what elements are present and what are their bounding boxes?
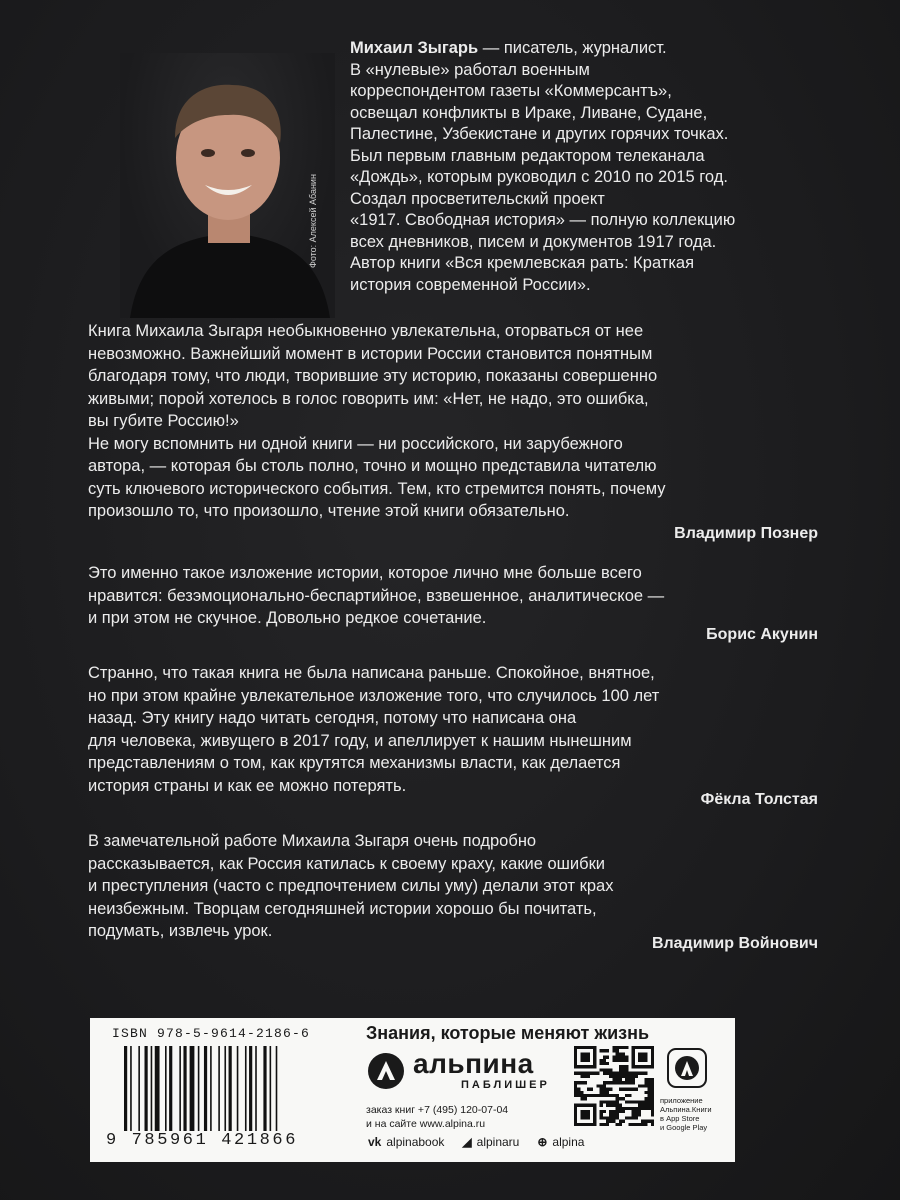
quote-line: история страны и как ее можно потерять.: [88, 776, 407, 795]
bio-line: корреспондентом газеты «Коммерсантъ»,: [350, 82, 672, 100]
social-link-vk[interactable]: [368, 1135, 444, 1149]
bio-line: «Дождь», которым руководил с 2010 по 2015 год.: [350, 168, 728, 186]
quote-line: подумать, извлечь урок.: [88, 922, 273, 940]
review-quote: [88, 662, 818, 808]
quote-line: живыми; порой хотелось в голос говорить им: «Нет, не надо, это ошибка,: [88, 389, 649, 408]
app-line: приложение Альпина.Книги: [660, 1096, 712, 1114]
app-line: в App Store: [660, 1114, 700, 1123]
plus-icon: ⊕: [537, 1135, 548, 1149]
author-block: [120, 28, 840, 298]
barcode-digits: 9 785961 421866: [106, 1131, 299, 1150]
quote-line: но при этом крайне увлекательное изложение того, что случилось 100 лет: [88, 686, 660, 705]
order-site: и на сайте www.alpina.ru: [366, 1118, 486, 1130]
publisher-name: альпина: [413, 1048, 534, 1079]
quote-line: невозможно. Важнейший момент в истории России становится понятным: [88, 344, 653, 363]
bio-line: освещал конфликты в Ираке, Ливане, Судане,: [350, 103, 708, 122]
review-quote: [88, 320, 818, 542]
publisher-panel: [90, 1018, 735, 1162]
bio-line: Создал просветительский проект: [350, 189, 605, 208]
quote-line: произошло то, что произошло, чтение этой книги обязательно.: [88, 502, 570, 520]
quote-line: Книга Михаила Зыгаря необыкновенно увлекательна, оторваться от нее: [88, 322, 644, 340]
quote-line: вы губите Россию!»: [88, 412, 239, 430]
bio-line: «1917. Свободная история» — полную коллекцию: [350, 211, 736, 229]
social-link-plus[interactable]: [537, 1135, 584, 1149]
quote-line: благодаря тому, что люди, творившие эту историю, показаны совершенно: [88, 367, 658, 385]
quote-line: Странно, что такая книга не была написана раньше. Спокойное, внятное,: [88, 664, 655, 682]
order-info: [366, 1103, 508, 1131]
quote-line: нравится: безэмоционально-беспартийное, взвешенное, аналитическое —: [88, 586, 665, 605]
quote-line: Не могу вспомнить ни одной книги — ни российского, ни зарубежного: [88, 434, 623, 453]
bio-line: Был первым главным редактором телеканала: [350, 146, 705, 165]
bio-line: Палестине, Узбекистане и других горячих точках.: [350, 125, 729, 143]
publisher-subname: ПАБЛИШЕР: [461, 1079, 550, 1091]
social-label: alpina: [552, 1135, 585, 1149]
quote-line: неизбежным. Творцам сегодняшней истории хорошо бы почитать,: [88, 899, 597, 918]
quote-line: В замечательной работе Михаила Зыгаря очень подробно: [88, 832, 537, 850]
social-label: alpinaru: [476, 1135, 520, 1149]
quote-line: и при этом не скучное. Довольно редкое сочетание.: [88, 609, 487, 627]
app-line: и Google Play: [660, 1123, 708, 1132]
quote-line: Это именно такое изложение истории, которое лично мне больше всего: [88, 564, 642, 582]
social-label: alpinabook: [386, 1135, 445, 1149]
bio-line: — писатель, журналист.: [478, 39, 667, 57]
bio-line: всех дневников, писем и документов 1917 года.: [350, 232, 717, 251]
order-phone: заказ книг +7 (495) 120-07-04: [366, 1104, 509, 1116]
qr-code[interactable]: [574, 1046, 654, 1126]
social-link-telegram[interactable]: [462, 1135, 519, 1149]
isbn: ISBN 978-5-9614-2186-6: [112, 1026, 311, 1041]
author-portrait-illustration: [120, 53, 335, 318]
author-name: Михаил Зыгарь: [350, 39, 479, 57]
quote-line: для человека, живущего в 2017 году, и апеллирует к нашим нынешним: [88, 731, 632, 750]
quote-line: назад. Эту книгу надо читать сегодня, потому что написана она: [88, 709, 577, 727]
quote-line: рассказывается, как Россия катилась к своему краху, какие ошибки: [88, 854, 606, 873]
bio-line: Автор книги «Вся кремлевская рать: Краткая: [350, 254, 695, 272]
quote-author: Фёкла Толстая: [700, 791, 818, 808]
quote-line: автора, — которая бы столь полно, точно и мощно представила читателю: [88, 457, 657, 475]
app-logo-icon: [667, 1048, 707, 1088]
review-quote: [88, 562, 818, 643]
bio-line: история современной России».: [350, 275, 591, 294]
quote-author: Борис Акунин: [706, 626, 818, 643]
quote-line: представлениям о том, как крутятся механизмы власти, как делается: [88, 754, 621, 772]
author-bio: [350, 38, 830, 296]
vk-icon: vk: [368, 1135, 382, 1149]
alpina-logo-icon: [367, 1052, 405, 1090]
publisher-slogan: Знания, которые меняют жизнь: [366, 1023, 650, 1043]
telegram-icon: ◢: [462, 1135, 472, 1149]
social-links: [368, 1135, 584, 1149]
quote-line: и преступления (часто с предпочтением силы уму) делали этот крах: [88, 877, 614, 895]
author-photo: [120, 53, 335, 318]
photo-credit: Фото: Алексей Абанин: [308, 174, 318, 268]
quote-author: Владимир Войнович: [651, 935, 818, 952]
quote-author: Владимир Познер: [674, 525, 818, 542]
bio-line: В «нулевые» работал военным: [350, 60, 590, 79]
app-info: [660, 1096, 735, 1132]
review-quote: [88, 830, 818, 952]
quote-line: суть ключевого исторического события. Тем, кто стремится понять, почему: [88, 479, 666, 498]
